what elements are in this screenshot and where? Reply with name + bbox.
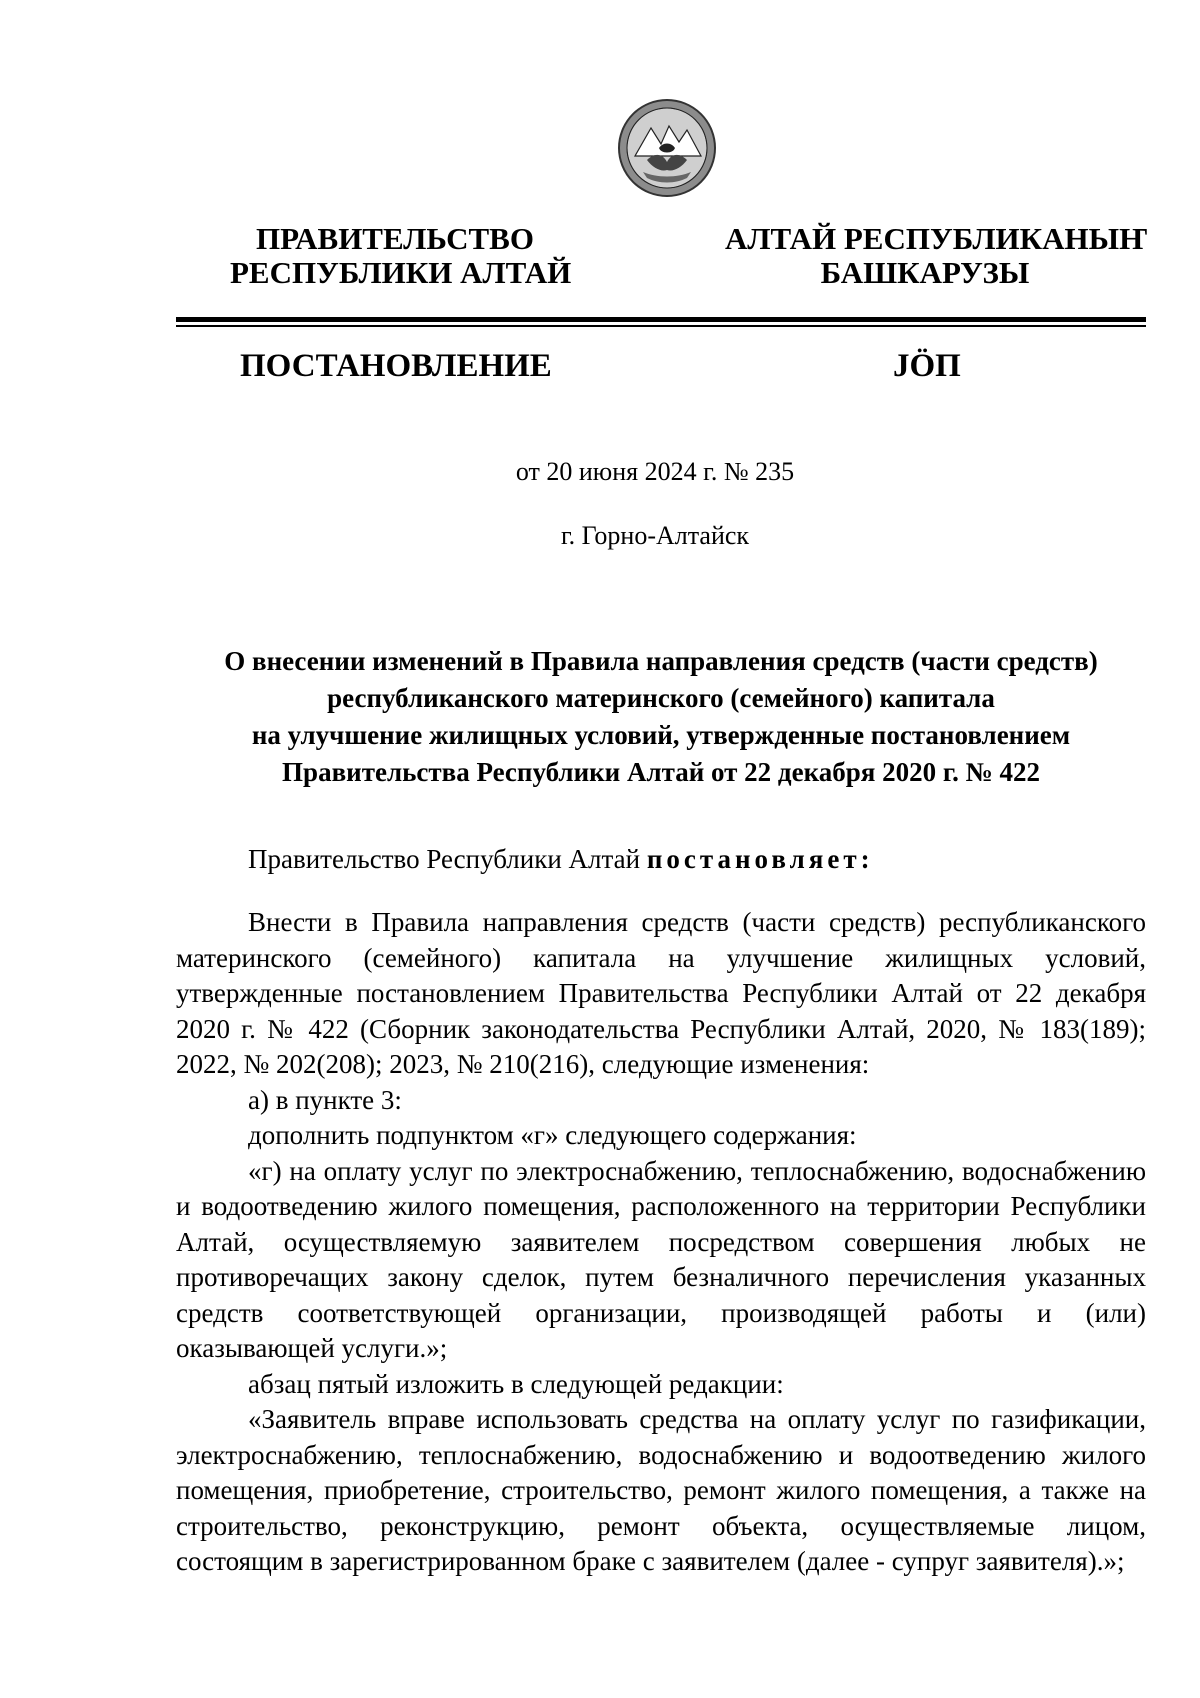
title-line: О внесении изменений в Правила направления средств (части средств) bbox=[224, 646, 1098, 676]
preamble bbox=[248, 842, 874, 876]
header-rule-thin bbox=[176, 325, 1146, 327]
title-line: Правительства Республики Алтай от 22 декабря 2020 г. № 422 bbox=[282, 757, 1040, 787]
title-line: на улучшение жилищных условий, утвержденные постановлением bbox=[251, 720, 1071, 750]
org-name-altai-line1: АЛТАЙ РЕСПУБЛИКАНЫҤ bbox=[725, 221, 1148, 256]
preamble-emphasis: постановляет: bbox=[646, 844, 874, 874]
org-name-altai bbox=[725, 221, 1148, 290]
body-paragraph: «Заявитель вправе использовать средства на оплату услуг по газификации, электроснабжению, теплоснабжению, водоснабжению и водоотведению жилого помещения, приобретение, строительство, ремонт жилого помещения, а также на строительство, реконструкцию, ремонт объекта, осуществляемые лицом, состоящим в зарегистрированном браке с заявителем (далее - супруг заявителя).»; bbox=[176, 1404, 1146, 1576]
body-paragraph: дополнить подпунктом «г» следующего содержания: bbox=[248, 1120, 857, 1150]
body-paragraph: Внести в Правила направления средств (части средств) республиканского материнского (семейного) капитала на улучшение жилищных условий, утвержденные постановлением Правительства Республики Алтай от 22 декабря 2020 г. № 422 (Сборник законодательства Республики Алтай, 2020, № 183(189); 2022, № 202(208); 2023, № 210(216), следующие изменения: bbox=[176, 907, 1146, 1079]
body-paragraph: «г) на оплату услуг по электроснабжению, теплоснабжению, водоснабжению и водоотведению жилого помещения, расположенного на территории Республики Алтай, осуществляемую заявителем посредством совершения любых не противоречащих закону сделок, путем безналичного перечисления указанных средств соответствующей организации, производящей работы и (или) оказывающей услуги.»; bbox=[176, 1155, 1146, 1363]
document-title bbox=[176, 643, 1146, 791]
coat-of-arms-icon bbox=[617, 98, 717, 198]
document-body bbox=[176, 905, 1146, 1580]
body-paragraph: абзац пятый изложить в следующей редакции: bbox=[248, 1368, 784, 1399]
body-paragraph: а) в пункте 3: bbox=[248, 1084, 402, 1115]
org-name-russian-line2: РЕСПУБЛИКИ АЛТАЙ bbox=[230, 255, 572, 290]
doc-type-russian: ПОСТАНОВЛЕНИЕ bbox=[240, 348, 552, 384]
org-name-russian bbox=[230, 221, 572, 290]
org-name-altai-line2: БАШКАРУЗЫ bbox=[820, 255, 1030, 290]
date-and-number: от 20 июня 2024 г. № 235 bbox=[515, 457, 795, 486]
org-name-russian-line1: ПРАВИТЕЛЬСТВО bbox=[256, 221, 534, 256]
doc-type-altai: JӦП bbox=[893, 348, 961, 384]
preamble-text: Правительство Республики Алтай bbox=[248, 844, 647, 874]
city: г. Горно-Алтайск bbox=[560, 521, 750, 550]
title-line: республиканского материнского (семейного) капитала bbox=[327, 683, 995, 713]
header-rule-thick bbox=[176, 317, 1146, 322]
